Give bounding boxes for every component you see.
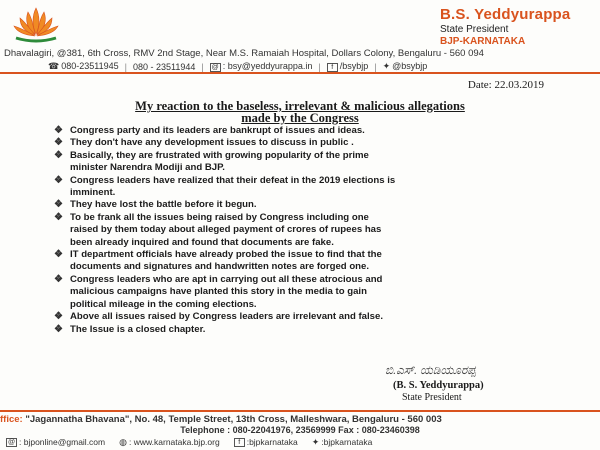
statement-item xyxy=(54,274,554,311)
globe-icon: ◍ xyxy=(119,437,127,447)
statement-line: malicious campaigns have planted this story in the media to gain xyxy=(70,286,367,298)
statement-item xyxy=(54,150,554,175)
letter-title-line-1: My reaction to the baseless, irrelevant & malicious allegations xyxy=(135,99,465,113)
statement-line: Congress leaders have realized that their defeat in the 2019 elections is xyxy=(70,174,396,186)
bullet-icon: ❖ xyxy=(54,211,63,223)
statement-item xyxy=(54,137,554,149)
statement-line: They have lost the battle before it begun. xyxy=(70,199,257,211)
statement-line: raised by them today about alleged payment of crores of rupees has xyxy=(70,224,382,236)
statement-line: Congress party and its leaders are bankrupt of issues and ideas. xyxy=(70,125,365,136)
statement-item xyxy=(54,311,554,323)
sender-contacts: ☎ 080-23511945 | 080 - 23511944 | @ : bsy@yeddyurappa.in | f /bsybjp | ✦ @bsybjp xyxy=(48,61,428,72)
bullet-icon: ❖ xyxy=(54,249,63,261)
statement-line: political mileage in the coming elections. xyxy=(70,298,257,310)
bullet-icon: ❖ xyxy=(54,149,63,161)
bullet-icon: ❖ xyxy=(54,125,63,136)
statement-item xyxy=(54,212,554,249)
sender-facebook: /bsybjp xyxy=(339,61,369,72)
statement-line: Above all issues raised by Congress leaders are irrelevant and false. xyxy=(70,311,384,323)
phone-icon: ☎ xyxy=(48,61,60,71)
footer-website: : www.karnataka.bjp.org xyxy=(128,437,220,447)
letter-date: Date: 22.03.2019 xyxy=(467,79,544,91)
footer-facebook: :bjpkarnataka xyxy=(246,437,298,447)
sender-party: BJP-KARNATAKA xyxy=(440,36,526,47)
bjp-lotus-logo xyxy=(8,4,64,48)
statement-line: To be frank all the issues being raised by Congress including one xyxy=(70,211,369,223)
statement-item xyxy=(54,125,554,137)
footer-twitter: :bjpkarnataka xyxy=(321,437,373,447)
statement-line: Basically, they are frustrated with growing popularity of the prime xyxy=(70,149,369,161)
footer-divider xyxy=(0,410,600,412)
footer-contacts xyxy=(6,437,372,448)
handwritten-signature: ಬಿ.ಎಸ್. ಯಡಿಯೂರಪ್ಪ xyxy=(385,363,476,377)
bullet-icon: ❖ xyxy=(54,137,63,149)
email-icon: @ xyxy=(7,439,16,447)
signatory-role: State President xyxy=(402,392,462,403)
facebook-icon: f xyxy=(234,438,245,447)
sender-twitter: @bsybjp xyxy=(392,61,428,71)
phone-1: 080-23511945 xyxy=(61,61,119,71)
twitter-icon: ✦ xyxy=(382,61,391,71)
sender-name: B.S. Yeddyurappa xyxy=(440,6,571,23)
statement-item xyxy=(54,324,554,336)
footer-email: : bjponline@gmail.com xyxy=(19,437,106,447)
bullet-icon: ❖ xyxy=(54,323,63,335)
statement-item xyxy=(54,199,554,211)
bullet-icon: ❖ xyxy=(54,311,63,323)
letterhead-sender xyxy=(440,6,580,47)
sender-address: Dhavalagiri, @381, 6th Cross, RMV 2nd Stage, Near M.S. Ramaiah Hospital, Dollars Colony, Bengaluru - 560 094 xyxy=(4,48,484,59)
statement-line: documents and signatures and handwritten notes are forged one. xyxy=(70,261,370,273)
sender-email: : bsy@yeddyurappa.in xyxy=(222,61,313,72)
statement-line: They don't have any development issues to discuss in public . xyxy=(70,137,354,149)
office-label: ffice: xyxy=(0,414,23,425)
statement-item xyxy=(54,175,554,200)
facebook-icon: f xyxy=(327,63,338,72)
statement-line: The Issue is a closed chapter. xyxy=(70,323,206,335)
email-icon: @ xyxy=(211,63,219,71)
statement-list xyxy=(54,125,554,336)
sender-role: State President xyxy=(440,24,509,35)
statement-line: imminent. xyxy=(70,187,116,199)
bullet-icon: ❖ xyxy=(54,174,63,186)
statement-item xyxy=(54,249,554,274)
phone-2: 080 - 23511944 xyxy=(132,61,196,72)
bullet-icon: ❖ xyxy=(54,273,63,285)
statement-line: Congress leaders who are apt in carrying out all these atrocious and xyxy=(70,273,383,285)
signatory-name: (B. S. Yeddyurappa) xyxy=(393,380,484,391)
office-address xyxy=(0,414,600,425)
twitter-icon: ✦ xyxy=(311,437,320,447)
statement-line: minister Narendra Modiji and BJP. xyxy=(70,162,225,174)
bullet-icon: ❖ xyxy=(54,199,63,211)
letter-title-line-2: made by the Congress xyxy=(241,111,359,125)
statement-line: been already inquired and found that documents are fake. xyxy=(70,236,334,248)
office-telephone: Telephone : 080-22041976, 23569999 Fax : 080-23460398 xyxy=(180,425,420,435)
office-address-text: "Jagannatha Bhavana", No. 48, Temple Street, 13th Cross, Malleshwara, Bengaluru - 560 003 xyxy=(22,414,442,425)
header-divider xyxy=(0,72,600,74)
statement-line: IT department officials have already probed the issue to find that the xyxy=(70,249,382,261)
